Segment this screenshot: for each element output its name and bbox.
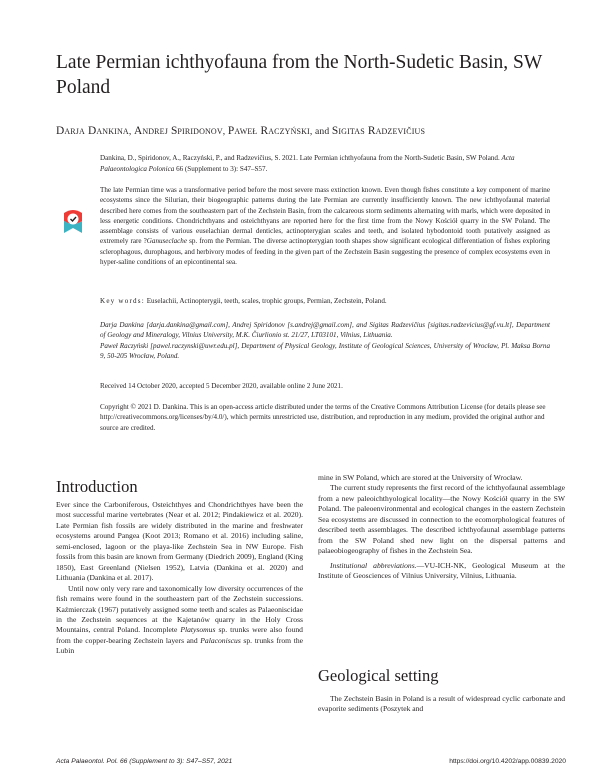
received-dates: Received 14 October 2020, accepted 5 December 2020, available online 2 June 2021. [100, 382, 343, 390]
paragraph: mine in SW Poland, which are stored at the University of Wrocław. [318, 473, 523, 482]
author-and: and [314, 126, 330, 137]
doi-link[interactable]: https://doi.org/10.4202/app.00839.2020 [449, 758, 566, 765]
geological-setting-text [318, 694, 565, 715]
copyright-notice: Copyright © 2021 D. Dankina. This is an open-access article distributed under the terms of the Creative Commons Attribution License (for details please see http://creativecommons.org/licenses/by/4.0/), which permits unrestricted use, distribution, and reproduction in any medium, provided the original author and source are credited. [100, 403, 546, 432]
keywords: Key words: Euselachii, Actinopterygii, teeth, scales, trophic groups, Permian, Zechstein, Poland. [100, 297, 387, 305]
abstract: The late Permian time was a transformative period before the most severe mass extinction known. Even though fishes constitute a key component of marine ecosystems since the Silurian, their biogeographic patterns during the late Permian are currently insufficiently known. The new ichthyofaunal material described here comes from the southeastern part of the Zechstein Basin, from the calcareous storm sediments alternating with marls, which were deposited in less energetic conditions. Chondrichthyans and osteichthyans are reported here for the first time from the Nowy Kościół quarry in the SW Poland. The assemblage consists of various euselachian dermal denticles, actinopterygian scales and teeth, and isolated hybodontoid tooth putatively assigned as extremely rare ?Ganuseclache sp. from the Permian. The diverse actinopterygian tooth shapes show significant ecological differentiation of fishes exploring sclerophagous, durophagous, and herbivory modes of feeding in the given part of the Zechstein Basin suggesting the presence of complex ecosystems even in hyper-saline conditions of an epicontinental sea. [100, 186, 550, 266]
paragraph: Ever since the Carboniferous, Osteichthyes and Chondrichthyes have been the most successful marine vertebrates (Near et al. 2012; Pindakiewicz et al. 2020). Late Permian fish fossils are widely distributed in the marine and freshwater ecosystems around Pangea (Koot 2013; Romano et al. 2016) including saline, semi-enclosed, lagoon or the playa-like Zechstein Sea in NW Europe. Fish fossils from this basin are known from Germany (Diedrich 2009), England (King 1850), East Greenland (Nielsen 1952), Latvia (Dankina et al. 2020) and Lithuania (Dankina et al. 2017). [56, 500, 303, 583]
geological-setting-heading: Geological setting [318, 666, 439, 685]
affiliation-vilnius: Darja Dankina [darja.dankina@gmail.com], Andrej Spiridonov [s.andrej@gmail.com], and Sigitas Radzevičius [sigitas.radzevicius@gf.vu.lt], Department of Geology and Mineralogy, Vilnius University, M.K. Čiurlionio st. 21/27, LT03101, Vilnius, Lithuania. [100, 321, 550, 340]
article-title: Late Permian ichthyofauna from the North-Sudetic Basin, SW Poland [56, 52, 542, 98]
journal-reference: Acta Palaeontol. Pol. 66 (Supplement to 3): S47–S57, 2021 [56, 758, 233, 765]
citation: Dankina, D., Spiridonov, A., Raczyński, P., and Radzevičius, S. 2021. Late Permian ichthyofauna from the North-Sudetic Basin, SW Poland. Acta Palaeontologica Polonica 66 (Supplement to 3): S47–S57. [100, 154, 515, 173]
introduction-heading: Introduction [56, 477, 138, 496]
author-list: Darja Dankina, Andrej Spiridonov, Paweł Raczyński, and Sigitas Radzevičius [56, 125, 426, 137]
check-for-updates-icon[interactable] [60, 207, 86, 237]
paragraph: The current study represents the first record of the ichthyofaunal assemblage from a new paleoichthyological locality—the Nowy Kościół quarry in the SW Poland. The paleoenvironmental and ecological changes in the eastern Zechstein Sea ecosystems are discussed in connection to the ecomorphological features of described teeth assemblages. The described ichthyofaunal assemblage patterns from the SW Poland shed new light on the dispersal patterns and palaeobiogeography of fishes in the Zechstein Sea. [318, 483, 565, 556]
paragraph: Until now only very rare and taxonomically low diversity occurrences of the fish remains were found in the southeastern part of the Zechstein successions. Kaźmierczak (1967) putatively assigned some teeth and scales as Palaeoniscidae in the Zechstein sequences at the Kajetanów quarry in the Holy Cross Mountains, central Poland. Incomplete Platysomus sp. trunks were also found from the copper-bearing Zechstein layers and Palaconiscus sp. trunks from the Lubin [56, 583, 303, 656]
author-name: Paweł Raczyński [227, 125, 310, 137]
affiliations [100, 320, 550, 361]
author-name: Sigitas Radzevičius [331, 125, 426, 137]
taxon-name: Ganuseclache [146, 237, 187, 246]
author-name: Andrej Spiridonov [133, 125, 223, 137]
introduction-column-2 [318, 473, 565, 582]
keywords-label: Key words: [100, 297, 145, 305]
journal-name: Acta Palaeontologica Polonica [100, 154, 515, 173]
introduction-column-1 [56, 500, 303, 657]
institutional-abbreviations: Institutional abbreviations.—VU-ICH-NK, Geological Museum at the Institute of Geosciences of Vilnius University, Vilnius, Lithuania. [318, 560, 565, 581]
author-name: Darja Dankina [56, 125, 129, 137]
paragraph: The Zechstein Basin in Poland is a result of widespread cyclic carbonate and evaporite sediments (Poszytek and [318, 694, 565, 714]
page-footer [56, 758, 566, 765]
affiliation-wroclaw: Paweł Raczyński [pawel.raczynski@uwr.edu.pl], Department of Physical Geology, Institute of Geological Sciences, University of Wrocław, Pl. Maksa Borna 9, 50-205 Wrocław, Poland. [100, 341, 550, 360]
